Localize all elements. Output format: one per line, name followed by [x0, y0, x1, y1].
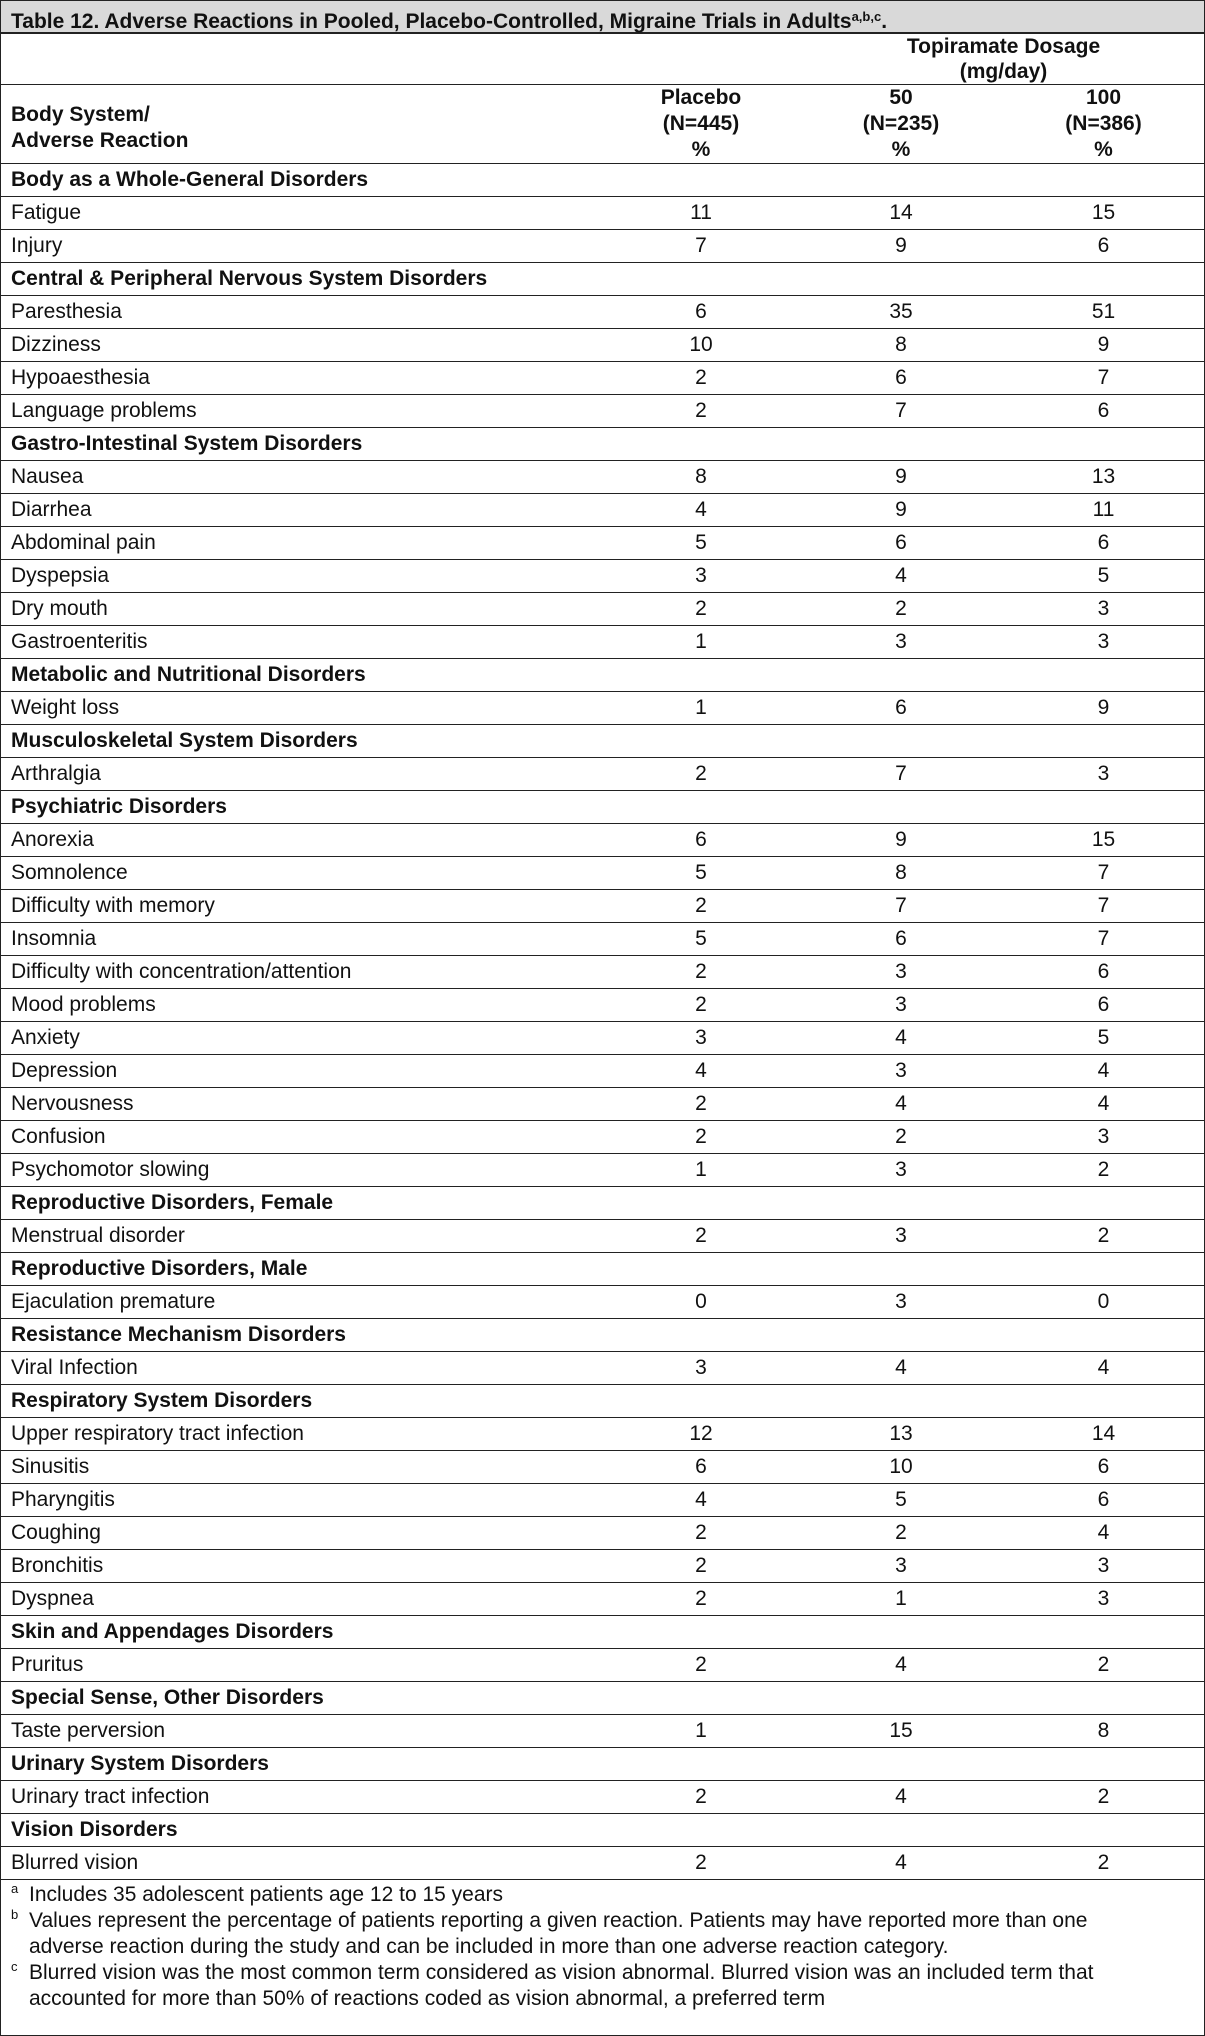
section-label: Skin and Appendages Disorders [1, 1616, 1205, 1649]
section-header-row [1, 725, 1205, 758]
placebo-value: 4 [601, 494, 801, 527]
table-row [1, 1154, 1205, 1187]
reaction-label: Difficulty with memory [1, 890, 601, 923]
reaction-label: Pharyngitis [1, 1484, 601, 1517]
placebo-value: 6 [601, 824, 801, 857]
placebo-value: 6 [601, 296, 801, 329]
dose-100-value: 2 [1001, 1154, 1205, 1187]
dose-50-value: 10 [801, 1451, 1001, 1484]
dose-100-value: 7 [1001, 857, 1205, 890]
dose-50-value: 14 [801, 197, 1001, 230]
column-header-line: % [1094, 138, 1113, 161]
placebo-value: 2 [601, 956, 801, 989]
table-row [1, 1451, 1205, 1484]
reaction-label: Dyspnea [1, 1583, 601, 1616]
table-row [1, 1484, 1205, 1517]
column-header-row [1, 85, 1205, 164]
dosage-header [801, 34, 1205, 85]
row-header-line2: Adverse Reaction [11, 129, 189, 152]
section-header-row [1, 791, 1205, 824]
dose-100-value: 15 [1001, 197, 1205, 230]
section-label: Respiratory System Disorders [1, 1385, 1205, 1418]
section-label: Urinary System Disorders [1, 1748, 1205, 1781]
table-row [1, 1517, 1205, 1550]
placebo-value: 2 [601, 1220, 801, 1253]
reaction-label: Depression [1, 1055, 601, 1088]
table-row [1, 296, 1205, 329]
reaction-label: Hypoaesthesia [1, 362, 601, 395]
footnotes [1, 1880, 1204, 2012]
section-header-row [1, 1253, 1205, 1286]
table-row [1, 1220, 1205, 1253]
placebo-value: 5 [601, 527, 801, 560]
footnote-line: Blurred vision was the most common term considered as vision abnormal. Blurred vision was an included term that [29, 1961, 1094, 1984]
footnote-mark: a [11, 1881, 19, 1896]
dose-50-value: 9 [801, 230, 1001, 263]
table-body [1, 164, 1205, 1880]
placebo-value: 2 [601, 593, 801, 626]
reaction-label: Confusion [1, 1121, 601, 1154]
section-label: Vision Disorders [1, 1814, 1205, 1847]
dose-100-value: 2 [1001, 1220, 1205, 1253]
footnote-mark: b [11, 1907, 19, 1922]
dose-100-value: 6 [1001, 989, 1205, 1022]
placebo-value: 2 [601, 1583, 801, 1616]
table-row [1, 527, 1205, 560]
dose-50-value: 6 [801, 692, 1001, 725]
table-row [1, 824, 1205, 857]
placebo-value: 2 [601, 1847, 801, 1880]
column-header-placebo [601, 85, 801, 164]
dose-100-value: 7 [1001, 923, 1205, 956]
reaction-label: Dry mouth [1, 593, 601, 626]
table-row [1, 1352, 1205, 1385]
row-header-line1: Body System/ [11, 103, 150, 126]
placebo-value: 3 [601, 560, 801, 593]
reaction-label: Taste perversion [1, 1715, 601, 1748]
table-row [1, 923, 1205, 956]
placebo-value: 2 [601, 1649, 801, 1682]
table-row [1, 197, 1205, 230]
placebo-value: 4 [601, 1055, 801, 1088]
placebo-value: 4 [601, 1484, 801, 1517]
placebo-value: 2 [601, 758, 801, 791]
placebo-value: 2 [601, 1088, 801, 1121]
dose-50-value: 9 [801, 494, 1001, 527]
dose-100-value: 6 [1001, 956, 1205, 989]
placebo-value: 1 [601, 1154, 801, 1187]
reaction-label: Dyspepsia [1, 560, 601, 593]
dose-50-value: 6 [801, 527, 1001, 560]
section-header-row [1, 1616, 1205, 1649]
section-label: Resistance Mechanism Disorders [1, 1319, 1205, 1352]
section-label: Psychiatric Disorders [1, 791, 1205, 824]
dose-50-value: 1 [801, 1583, 1001, 1616]
reaction-label: Anxiety [1, 1022, 601, 1055]
dose-100-value: 9 [1001, 692, 1205, 725]
footnote-a [11, 1882, 1194, 1908]
dose-50-value: 7 [801, 758, 1001, 791]
table-row [1, 890, 1205, 923]
section-label: Musculoskeletal System Disorders [1, 725, 1205, 758]
row-header [1, 85, 601, 164]
placebo-value: 11 [601, 197, 801, 230]
dosage-header-line1: Topiramate Dosage [906, 35, 1101, 58]
dose-50-value: 9 [801, 461, 1001, 494]
dose-50-value: 4 [801, 1088, 1001, 1121]
footnote-c [11, 1960, 1194, 2012]
header-empty-cell [601, 34, 801, 85]
dose-100-value: 6 [1001, 527, 1205, 560]
table-row [1, 1418, 1205, 1451]
table-row [1, 593, 1205, 626]
dose-50-value: 13 [801, 1418, 1001, 1451]
dose-100-value: 4 [1001, 1517, 1205, 1550]
dose-50-value: 4 [801, 1781, 1001, 1814]
dose-100-value: 6 [1001, 395, 1205, 428]
reaction-label: Gastroenteritis [1, 626, 601, 659]
dose-50-value: 6 [801, 362, 1001, 395]
dose-100-value: 3 [1001, 626, 1205, 659]
reaction-label: Paresthesia [1, 296, 601, 329]
dose-50-value: 3 [801, 1286, 1001, 1319]
table-row [1, 560, 1205, 593]
dose-100-value: 7 [1001, 890, 1205, 923]
dose-50-value: 6 [801, 923, 1001, 956]
table-row [1, 1286, 1205, 1319]
dose-50-value: 8 [801, 857, 1001, 890]
dose-100-value: 9 [1001, 329, 1205, 362]
placebo-value: 8 [601, 461, 801, 494]
placebo-value: 2 [601, 890, 801, 923]
section-header-row [1, 1385, 1205, 1418]
footnote-mark: c [11, 1959, 18, 1974]
section-header-row [1, 428, 1205, 461]
table-row [1, 230, 1205, 263]
reaction-label: Urinary tract infection [1, 1781, 601, 1814]
placebo-value: 1 [601, 692, 801, 725]
reaction-label: Psychomotor slowing [1, 1154, 601, 1187]
reaction-label: Coughing [1, 1517, 601, 1550]
reaction-label: Somnolence [1, 857, 601, 890]
reaction-label: Anorexia [1, 824, 601, 857]
dose-50-value: 3 [801, 989, 1001, 1022]
column-header-line: (N=386) [1065, 112, 1142, 135]
reaction-label: Fatigue [1, 197, 601, 230]
dose-50-value: 5 [801, 1484, 1001, 1517]
reaction-label: Nausea [1, 461, 601, 494]
footnote-line: adverse reaction during the study and can be included in more than one adverse reaction category. [29, 1935, 949, 1958]
reaction-label: Dizziness [1, 329, 601, 362]
dose-50-value: 3 [801, 1154, 1001, 1187]
section-header-row [1, 1748, 1205, 1781]
dose-50-value: 7 [801, 890, 1001, 923]
table-row [1, 1121, 1205, 1154]
dose-50-value: 4 [801, 560, 1001, 593]
title-end: . [881, 10, 888, 33]
column-header-line: 100 [1085, 86, 1122, 109]
table-row [1, 395, 1205, 428]
dose-100-value: 51 [1001, 296, 1205, 329]
footnote-line: Includes 35 adolescent patients age 12 to 15 years [29, 1883, 503, 1906]
reaction-label: Menstrual disorder [1, 1220, 601, 1253]
dosage-header-row [1, 34, 1205, 85]
table-row [1, 1649, 1205, 1682]
dose-100-value: 8 [1001, 1715, 1205, 1748]
dose-50-value: 3 [801, 1055, 1001, 1088]
table-row [1, 362, 1205, 395]
table-row [1, 1055, 1205, 1088]
placebo-value: 2 [601, 362, 801, 395]
table-row [1, 956, 1205, 989]
dose-100-value: 0 [1001, 1286, 1205, 1319]
dose-50-value: 9 [801, 824, 1001, 857]
column-header-line: % [691, 138, 711, 161]
placebo-value: 2 [601, 1781, 801, 1814]
dose-50-value: 35 [801, 296, 1001, 329]
section-label: Special Sense, Other Disorders [1, 1682, 1205, 1715]
dose-100-value: 6 [1001, 1484, 1205, 1517]
table-row [1, 692, 1205, 725]
adverse-reactions-table [1, 34, 1205, 1880]
placebo-value: 5 [601, 857, 801, 890]
section-label: Reproductive Disorders, Female [1, 1187, 1205, 1220]
dose-50-value: 3 [801, 956, 1001, 989]
table-row [1, 494, 1205, 527]
reaction-label: Insomnia [1, 923, 601, 956]
section-header-row [1, 1682, 1205, 1715]
footnote-b [11, 1908, 1194, 1960]
dose-50-value: 4 [801, 1022, 1001, 1055]
reaction-label: Sinusitis [1, 1451, 601, 1484]
placebo-value: 0 [601, 1286, 801, 1319]
dose-100-value: 4 [1001, 1352, 1205, 1385]
table-row [1, 1583, 1205, 1616]
table-title [1, 1, 1204, 34]
section-label: Reproductive Disorders, Male [1, 1253, 1205, 1286]
section-label: Metabolic and Nutritional Disorders [1, 659, 1205, 692]
dose-100-value: 7 [1001, 362, 1205, 395]
reaction-label: Arthralgia [1, 758, 601, 791]
dose-100-value: 6 [1001, 1451, 1205, 1484]
section-label: Body as a Whole-General Disorders [1, 164, 1205, 197]
dose-50-value: 4 [801, 1352, 1001, 1385]
dose-100-value: 11 [1001, 494, 1205, 527]
dose-100-value: 5 [1001, 560, 1205, 593]
placebo-value: 12 [601, 1418, 801, 1451]
table-row [1, 1715, 1205, 1748]
table-row [1, 1781, 1205, 1814]
dose-100-value: 4 [1001, 1088, 1205, 1121]
section-header-row [1, 263, 1205, 296]
placebo-value: 7 [601, 230, 801, 263]
placebo-value: 3 [601, 1352, 801, 1385]
section-header-row [1, 1814, 1205, 1847]
table-row [1, 461, 1205, 494]
table-row [1, 626, 1205, 659]
column-header-line: % [891, 138, 911, 161]
table-row [1, 1088, 1205, 1121]
section-header-row [1, 659, 1205, 692]
dose-100-value: 3 [1001, 1121, 1205, 1154]
column-header-100mg [1001, 85, 1205, 164]
dose-50-value: 2 [801, 593, 1001, 626]
dose-100-value: 2 [1001, 1847, 1205, 1880]
placebo-value: 1 [601, 1715, 801, 1748]
placebo-value: 2 [601, 1517, 801, 1550]
reaction-label: Blurred vision [1, 1847, 601, 1880]
reaction-label: Mood problems [1, 989, 601, 1022]
reaction-label: Weight loss [1, 692, 601, 725]
reaction-label: Language problems [1, 395, 601, 428]
reaction-label: Injury [1, 230, 601, 263]
dose-50-value: 4 [801, 1649, 1001, 1682]
table-row [1, 758, 1205, 791]
dose-100-value: 3 [1001, 1550, 1205, 1583]
dose-100-value: 4 [1001, 1055, 1205, 1088]
reaction-label: Viral Infection [1, 1352, 601, 1385]
table-title-text: Table 12. Adverse Reactions in Pooled, Placebo-Controlled, Migraine Trials in Adults [11, 10, 852, 33]
reaction-label: Abdominal pain [1, 527, 601, 560]
placebo-value: 6 [601, 1451, 801, 1484]
reaction-label: Upper respiratory tract infection [1, 1418, 601, 1451]
column-header-line: (N=445) [662, 112, 740, 135]
column-header-line: 50 [889, 86, 913, 109]
section-label: Central & Peripheral Nervous System Disorders [1, 263, 1205, 296]
dose-100-value: 13 [1001, 461, 1205, 494]
table-row [1, 1847, 1205, 1880]
dose-100-value: 2 [1001, 1781, 1205, 1814]
dose-100-value: 2 [1001, 1649, 1205, 1682]
dose-50-value: 2 [801, 1121, 1001, 1154]
column-header-50mg [801, 85, 1001, 164]
section-header-row [1, 1319, 1205, 1352]
dose-50-value: 15 [801, 1715, 1001, 1748]
table-row [1, 329, 1205, 362]
dose-50-value: 7 [801, 395, 1001, 428]
section-header-row [1, 164, 1205, 197]
column-header-line: (N=235) [862, 112, 940, 135]
dose-100-value: 3 [1001, 1583, 1205, 1616]
section-label: Gastro-Intestinal System Disorders [1, 428, 1205, 461]
table-row [1, 1550, 1205, 1583]
dose-50-value: 3 [801, 1220, 1001, 1253]
dose-100-value: 15 [1001, 824, 1205, 857]
placebo-value: 2 [601, 989, 801, 1022]
placebo-value: 3 [601, 1022, 801, 1055]
placebo-value: 2 [601, 1550, 801, 1583]
dose-100-value: 14 [1001, 1418, 1205, 1451]
reaction-label: Diarrhea [1, 494, 601, 527]
dose-50-value: 8 [801, 329, 1001, 362]
placebo-value: 5 [601, 923, 801, 956]
table-row [1, 989, 1205, 1022]
placebo-value: 2 [601, 395, 801, 428]
reaction-label: Ejaculation premature [1, 1286, 601, 1319]
table-row [1, 1022, 1205, 1055]
dose-50-value: 2 [801, 1517, 1001, 1550]
reaction-label: Bronchitis [1, 1550, 601, 1583]
table-row [1, 857, 1205, 890]
dose-100-value: 3 [1001, 593, 1205, 626]
reaction-label: Nervousness [1, 1088, 601, 1121]
dose-50-value: 3 [801, 626, 1001, 659]
placebo-value: 1 [601, 626, 801, 659]
footnote-line: accounted for more than 50% of reactions coded as vision abnormal, a preferred term [29, 1987, 826, 2010]
dose-100-value: 6 [1001, 230, 1205, 263]
dosage-header-line2: (mg/day) [959, 60, 1048, 83]
reaction-label: Pruritus [1, 1649, 601, 1682]
dose-50-value: 4 [801, 1847, 1001, 1880]
header-empty-cell [1, 34, 601, 85]
section-header-row [1, 1187, 1205, 1220]
placebo-value: 2 [601, 1121, 801, 1154]
dose-50-value: 3 [801, 1550, 1001, 1583]
dose-100-value: 3 [1001, 758, 1205, 791]
dose-100-value: 5 [1001, 1022, 1205, 1055]
footnote-line: Values represent the percentage of patients reporting a given reaction. Patients may have reported more than one [29, 1909, 1088, 1932]
title-footnote-marks: a,b,c [851, 9, 882, 24]
reaction-label: Difficulty with concentration/attention [1, 956, 601, 989]
column-header-line: Placebo [660, 86, 742, 109]
placebo-value: 10 [601, 329, 801, 362]
